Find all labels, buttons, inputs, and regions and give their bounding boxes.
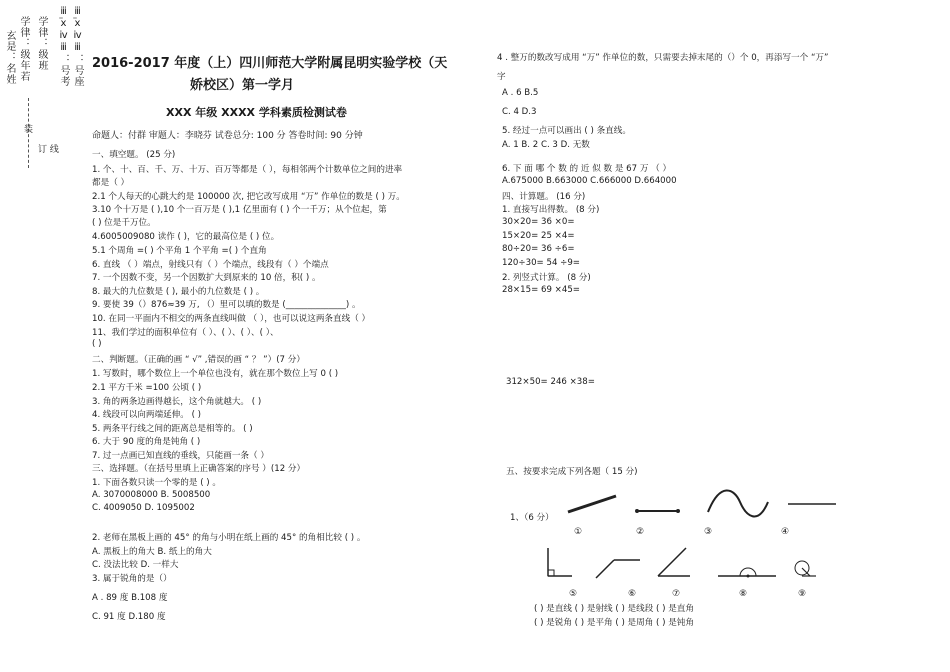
section-fill-heading: 一、填空题。 (25 分): [92, 150, 176, 160]
figure-8-straight-angle-icon: [718, 568, 776, 578]
binding-margin: [0, 0, 100, 200]
question-line: 4.6005009080 读作 ( )，它的最高位是 ( ) 位。: [92, 232, 280, 242]
question-line: 6. 直线 （ ）端点，射线只有（ ）个端点，线段有（ ）个端点: [92, 260, 329, 270]
section-calc-heading: 四、计算题。 (16 分): [502, 192, 586, 202]
figure-5-right-angle-icon: [548, 548, 572, 576]
figure-number-9: ⑨: [798, 589, 807, 599]
binding-name-field: 玄是：名姓: [4, 30, 15, 85]
question-line: 7. 过一点画已知直线的垂线，只能画一条（ ）: [92, 451, 269, 461]
question-line: 9. 要使 39（）876≈39 万, （）里可以填的数是 (______________) 。: [92, 300, 361, 310]
figure-number-7: ⑦: [672, 589, 681, 599]
figure-9-full-angle-icon: [795, 561, 816, 576]
calc-row: 15×20= 25 ×4=: [502, 231, 575, 241]
question-line: 2.1 平方千米 =100 公顷 ( ): [92, 383, 202, 393]
figure-number-3: ③: [704, 527, 713, 537]
figure-1-line-icon: [568, 496, 616, 512]
question-line: 8. 最大的九位数是 ( ), 最小的九位数是 ( ) 。: [92, 287, 265, 297]
answer-row-1: ( ) 是直线 ( ) 是射线 ( ) 是线段 ( ) 是直角: [534, 604, 694, 614]
figure-number-1: ①: [574, 527, 583, 537]
question-line: 字: [497, 72, 506, 82]
question-line: 3.10 个十万是 ( ),10 个一百万是 ( ),1 亿里面有 ( ) 个一千万；从个位起，第: [92, 205, 387, 215]
option-line: A . 89 度 B.108 度: [92, 593, 168, 603]
calc-row: 28×15= 69 ×45=: [502, 285, 581, 295]
figure-6-obtuse-angle-icon: [596, 560, 640, 578]
calc-row: 120÷30= 54 ÷9=: [502, 258, 581, 268]
question-line: 1. 下面各数只读一个零的是 ( ) 。: [92, 478, 221, 488]
question-line: 3. 角的两条边画得越长，这个角就越大。 ( ): [92, 397, 262, 407]
binding-mark-zhuang: 装: [24, 125, 34, 135]
exam-meta: 命题人：付群 审题人：李晓芬 试卷总分: 100 分 答卷时间: 90 分钟: [92, 131, 363, 141]
option-line: A.675000 B.663000 C.666000 D.664000: [502, 176, 677, 186]
figure-number-8: ⑧: [739, 589, 748, 599]
option-line: A. 3070008000 B. 5008500: [92, 490, 211, 500]
binding-seat-number-field: ⅲ̈ⅹⅳⅲ：号座: [72, 6, 83, 87]
binding-exam-number-field: ⅲ̈ⅹⅳⅲ：号考: [58, 6, 69, 87]
question-line: 7. 一个因数不变，另一个因数扩大到原来的 10 倍，积( ) 。: [92, 273, 321, 283]
exam-subtitle: XXX 年级 XXXX 学科素质检测试卷: [166, 106, 347, 119]
question-line: 4 . 整万的数改写成用 “万” 作单位的数，只需要去掉末尾的（）个 0，再添写一个 “万”: [497, 53, 829, 63]
figure-number-5: ⑤: [569, 589, 578, 599]
calc-row: 312×50= 246 ×38=: [506, 377, 595, 387]
question-line: 1. 直接写出得数。 (8 分): [502, 205, 600, 215]
section-tasks-heading: 五、按要求完成下列各题（ 15 分): [506, 467, 638, 477]
exam-title-line1: 2016-2017 年度（上）四川师范大学附属昆明实验学校（天: [92, 56, 448, 71]
question-line: 2. 列竖式计算。 (8 分): [502, 273, 591, 283]
question-line: 3. 属于锐角的是（）: [92, 574, 172, 584]
figure-number-4: ④: [781, 527, 790, 537]
calc-row: 80÷20= 36 ÷6=: [502, 244, 575, 254]
question-line: 6. 下 面 哪 个 数 的 近 似 数 是 67 万 （ ）: [502, 164, 672, 174]
figure-number-2: ②: [636, 527, 645, 537]
option-line: A. 黑板上的角大 B. 纸上的角大: [92, 547, 212, 557]
question-line: 11、我们学过的面积单位有（ ）、( ）、( ）、( ）、: [92, 328, 279, 338]
question-line: 1. 个、十、百、千、万、十万、百万等都是（ ），每相邻两个计数单位之间的进率: [92, 165, 403, 175]
question-line: 10. 在同一平面内不相交的两条直线叫做 （ ），也可以说这两条直线（ ）: [92, 314, 371, 324]
question-line: 4. 线段可以向两端延伸。 ( ): [92, 410, 202, 420]
question-line: 5. 经过一点可以画出 ( ) 条直线。: [502, 126, 631, 136]
figure-3-curve-icon: [708, 490, 768, 516]
binding-school-field: 学律：级年若: [18, 16, 29, 82]
question-line: ( ): [92, 339, 102, 349]
section-judge-heading: 二、判断题。（正确的画 “ √” ,错误的画 “ ？ ”）(7 分）: [92, 355, 305, 365]
question-line: 5.1 个周角 =( ) 个平角 1 个平角 =( ) 个直角: [92, 246, 267, 256]
question-line: 6. 大于 90 度的角是钝角 ( ): [92, 437, 201, 447]
question-line: 1、（6 分）: [510, 513, 554, 523]
question-line: ( ) 位是千万位。: [92, 218, 156, 228]
geometry-figures: [540, 486, 840, 596]
option-line: C. 没法比较 D. 一样大: [92, 560, 179, 570]
binding-class-field: 学律：级班: [36, 16, 47, 71]
exam-title-line2: 娇校区）第一学月: [190, 78, 295, 93]
option-line: A . 6 B.5: [502, 88, 539, 98]
option-line: C. 91 度 D.180 度: [92, 612, 166, 622]
question-line: 都是（ ）: [92, 178, 130, 188]
option-line: C. 4009050 D. 1095002: [92, 503, 195, 513]
answer-row-2: ( ) 是锐角 ( ) 是平角 ( ) 是周角 ( ) 是钝角: [534, 618, 694, 628]
question-line: 1. 写数时，哪个数位上一个单位也没有，就在那个数位上写 0 ( ): [92, 369, 339, 379]
question-line: 2. 老师在黑板上画的 45° 的角与小明在纸上画的 45° 的角相比较 ( ) 。: [92, 533, 366, 543]
option-line: A. 1 B. 2 C. 3 D. 无数: [502, 140, 590, 150]
option-line: C. 4 D.3: [502, 107, 537, 117]
figure-2-segment-icon: [635, 509, 680, 513]
figure-7-acute-angle-icon: [658, 548, 690, 576]
figure-number-6: ⑥: [628, 589, 637, 599]
calc-row: 30×20= 36 ×0=: [502, 217, 575, 227]
question-line: 5. 两条平行线之间的距离总是相等的。 ( ): [92, 424, 253, 434]
question-line: 2.1 个人每天的心跳大约是 100000 次, 把它改写成用 “万” 作单位的数是 ( ) 万。: [92, 192, 405, 202]
section-choice-heading: 三、选择题。（在括号里填上正确答案的序号 ）(12 分）: [92, 464, 306, 474]
binding-mark-dingxian: 订 线: [38, 145, 59, 155]
